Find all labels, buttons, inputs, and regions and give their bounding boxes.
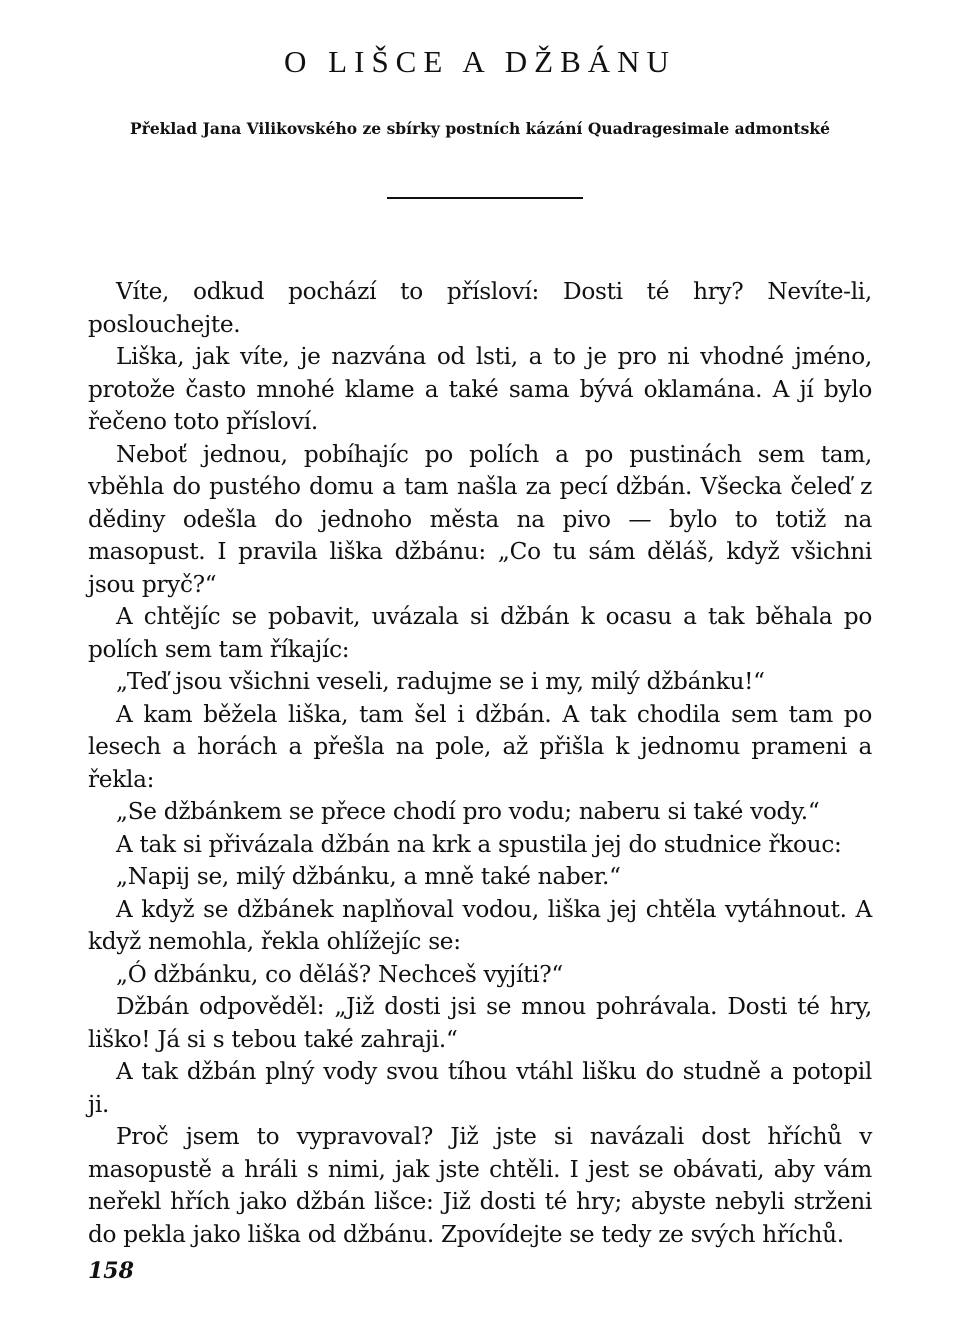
paragraph: A tak džbán plný vody svou tíhou vtáhl lišku do studně a potopil ji. <box>88 1058 872 1118</box>
chapter-title: O LIŠCE A DŽBÁNU <box>284 44 676 79</box>
paragraph: Džbán odpověděl: „Již dosti jsi se mnou pohrávala. Dosti té hry, liško! Já si s tebou také zahraji.“ <box>88 993 872 1053</box>
chapter-subtitle: Překlad Jana Vilikovského ze sbírky postních kázání Quadragesimale admontské <box>130 119 830 138</box>
page-number: 158 <box>88 1258 134 1284</box>
paragraph: Proč jsem to vypravoval? Již jste si navázali dost hříchů v masopustě a hráli s nimi, jak jste chtěli. I jest se obávati, aby vám neřekl hřích jako džbán lišce: Již dosti té hry; abyste nebyli strženi do pekla jako liška od džbánu. Zpovídejte se tedy ze svých hříchů. <box>88 1123 872 1248</box>
paragraph: A tak si přivázala džbán na krk a spustila jej do studnice řkouc: <box>116 830 842 858</box>
paragraph: „Ó džbánku, co děláš? Nechceš vyjíti?“ <box>116 960 563 988</box>
story-text <box>88 276 872 1251</box>
section-divider <box>387 197 583 199</box>
paragraph: Víte, odkud pochází to přísloví: Dosti té hry? Nevíte-li, poslouchejte. <box>88 278 872 338</box>
paragraph: „Teď jsou všichni veseli, radujme se i my, milý džbánku!“ <box>116 668 765 695</box>
paragraph: Neboť jednou, pobíhajíc po polích a po pustinách sem tam, vběhla do pustého domu a tam našla za pecí džbán. Všecka čeleď z dědiny odešla do jednoho města na pivo — bylo to totiž na masopust. I pravila liška džbánu: „Co tu sám děláš, když všichni jsou pryč?“ <box>88 440 872 598</box>
paragraph: A chtějíc se pobavit, uvázala si džbán k ocasu a tak běhala po polích sem tam říkajíc: <box>88 603 872 663</box>
paragraph: „Se džbánkem se přece chodí pro vodu; naberu si také vody.“ <box>116 798 820 825</box>
paragraph: Liška, jak víte, je nazvána od lsti, a to je pro ni vhodné jméno, protože často mnohé klame a také sama bývá oklamána. A jí bylo řečeno toto přísloví. <box>88 343 872 435</box>
paragraph: „Napij se, milý džbánku, a mně také naber.“ <box>116 863 621 890</box>
paragraph: A když se džbánek naplňoval vodou, liška jej chtěla vytáhnout. A když nemohla, řekla ohlížejíc se: <box>88 895 872 955</box>
paragraph: A kam běžela liška, tam šel i džbán. A tak chodila sem tam po lesech a horách a přešla na pole, až přišla k jednomu prameni a řekla: <box>88 700 872 793</box>
